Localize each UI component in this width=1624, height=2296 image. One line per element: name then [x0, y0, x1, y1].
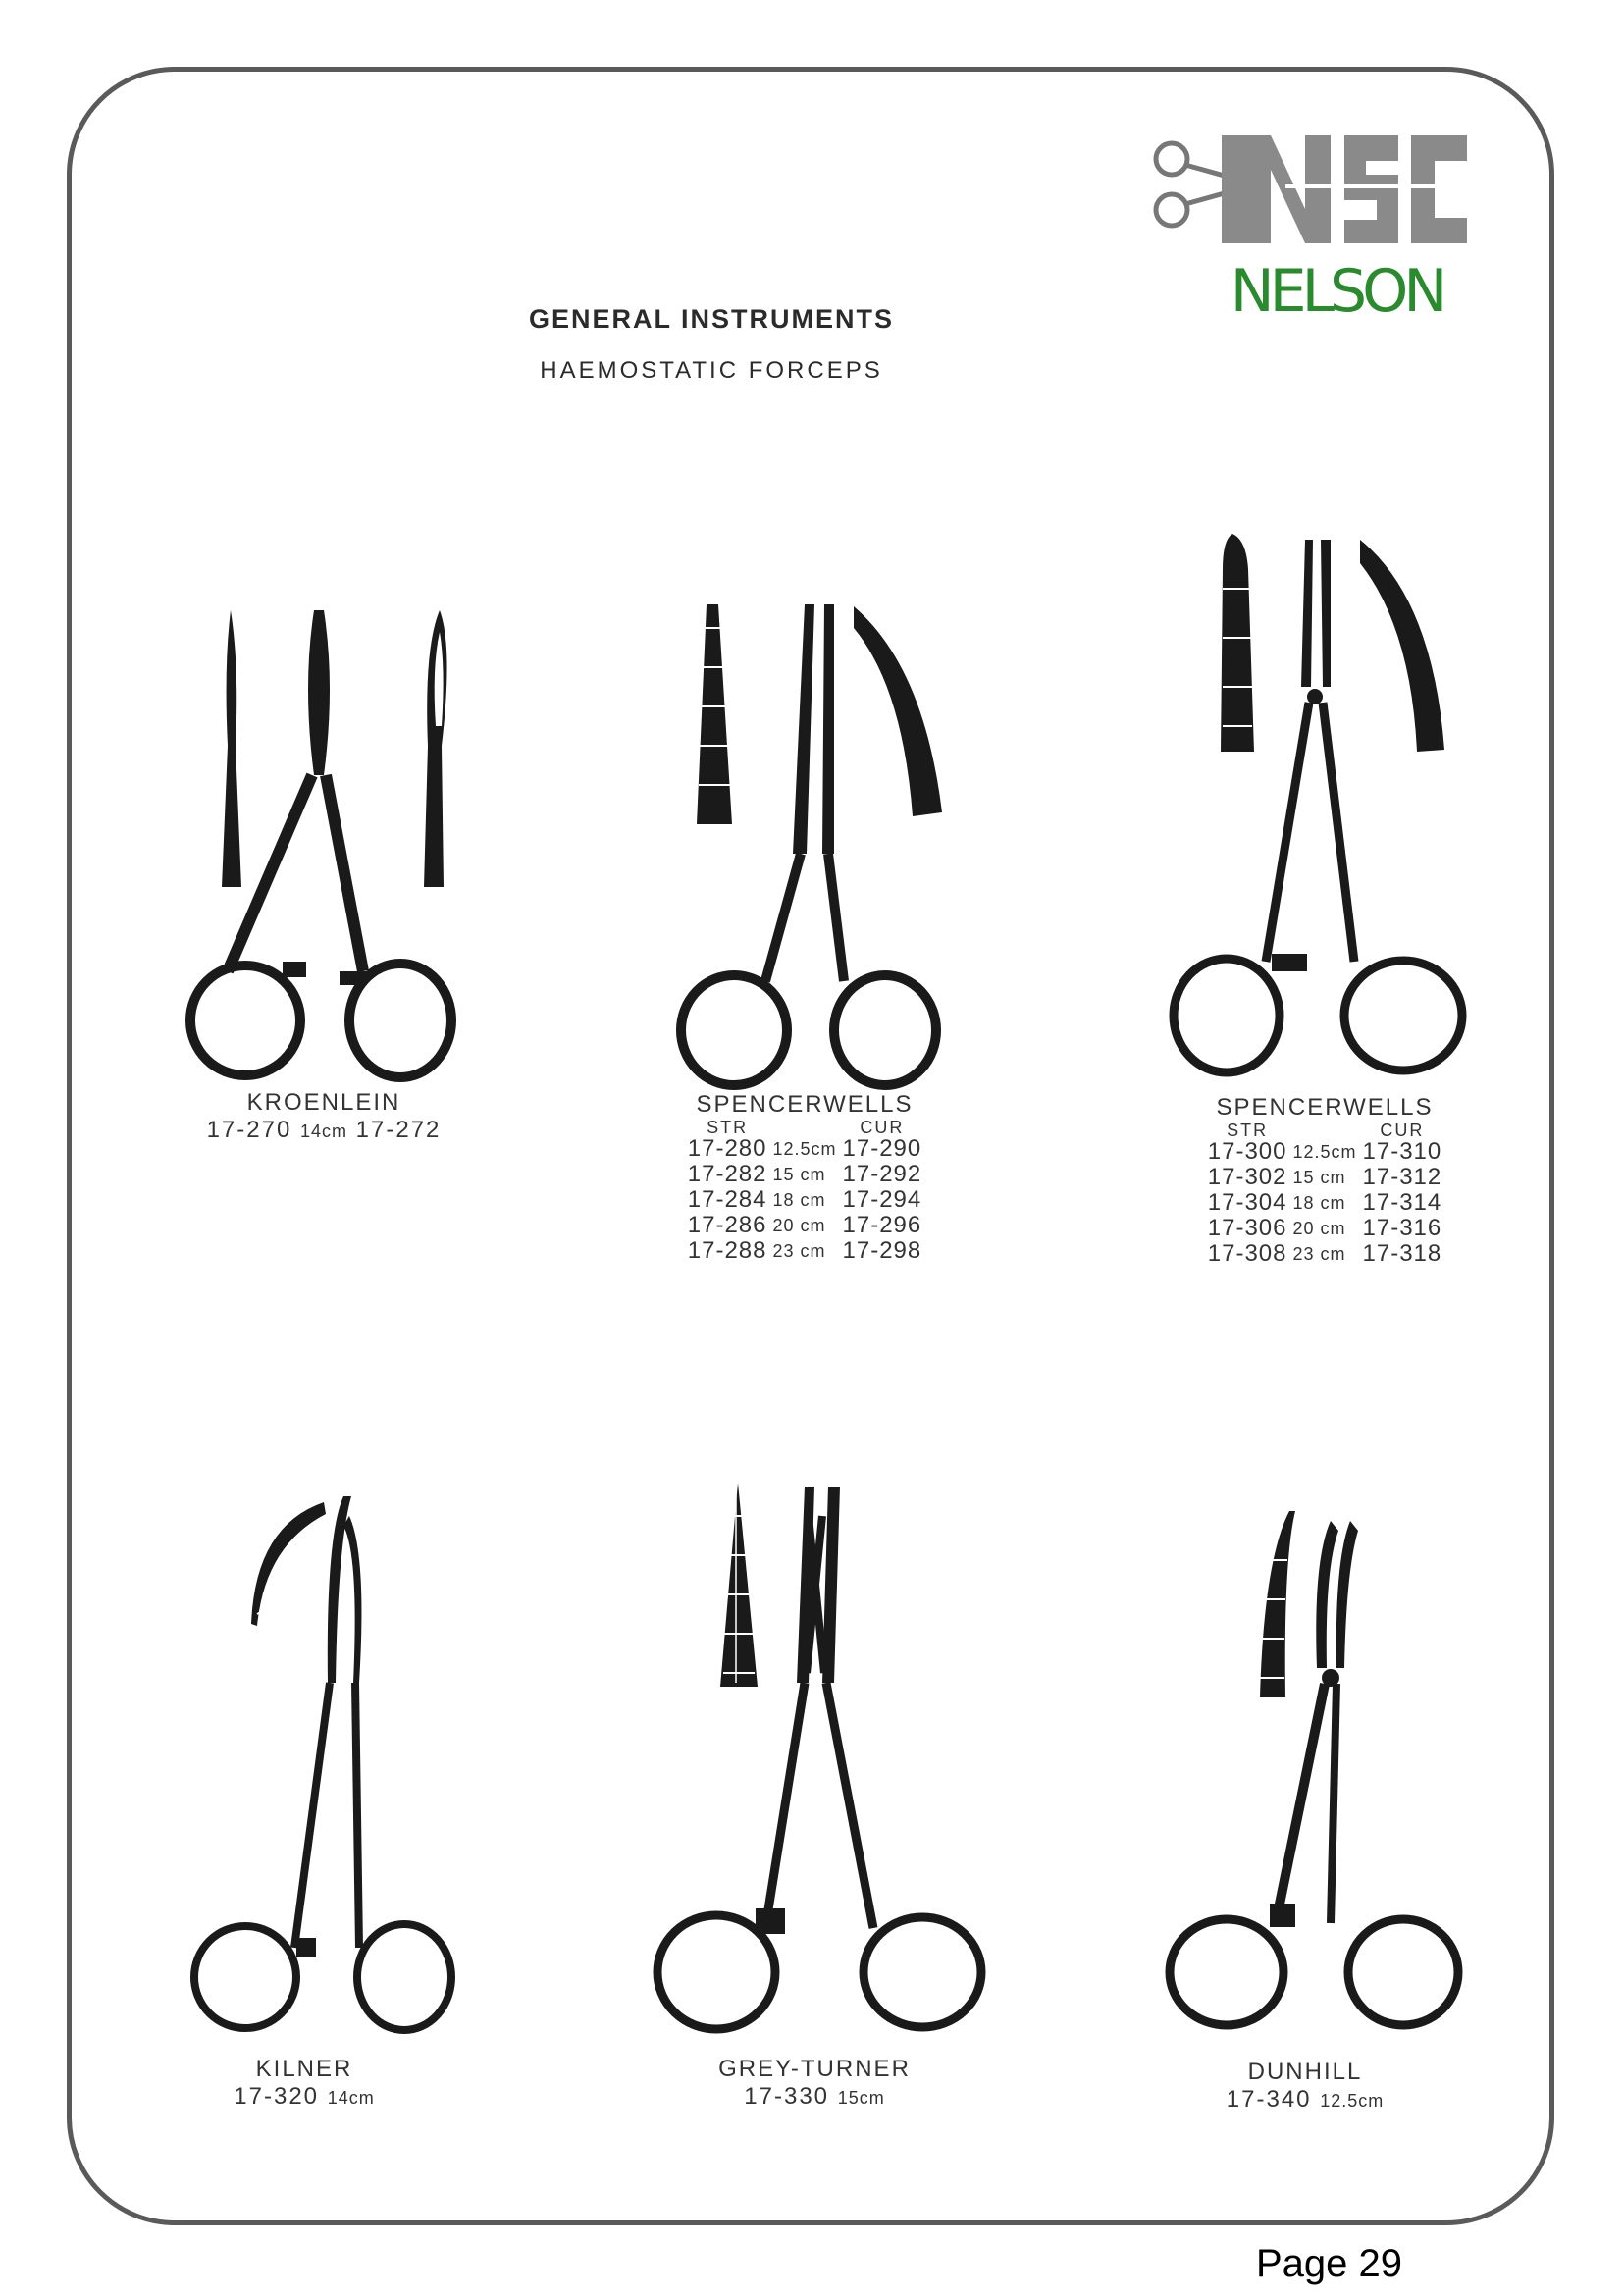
caption-spencerwells-2 [1163, 1094, 1487, 1267]
caption-spencerwells-1 [643, 1091, 967, 1264]
product-spencerwells-1 [667, 589, 962, 1099]
catalogue-number: 17-330 15cm [744, 2083, 885, 2110]
size-table: STR CUR 17-300 12.5cm 17-310 17-302 15 cm 17-312 17-304 18 cm 17-314 17-306 20 cm 17-316 17-308 23 cm 17-318 [1205, 1122, 1445, 1267]
kilner-forceps-icon [186, 1487, 461, 2046]
grey-turner-forceps-icon [648, 1477, 1001, 2046]
table-row: 17-300 12.5cm 17-310 [1207, 1138, 1442, 1165]
page-number: Page 29 [1256, 2242, 1403, 2285]
product-name: KROENLEIN [246, 1089, 401, 1116]
catalogue-numbers: 17-270 14cm 17-272 [206, 1117, 442, 1143]
table-row: 17-308 23 cm 17-318 [1207, 1240, 1442, 1267]
product-dunhill [1158, 1501, 1472, 2046]
table-row: 17-284 18 cm 17-294 [687, 1186, 922, 1213]
product-name: GREY-TURNER [718, 2056, 911, 2082]
product-name: SPENCERWELLS [1216, 1094, 1434, 1121]
table-row: 17-286 20 cm 17-296 [687, 1212, 922, 1238]
product-name: DUNHILL [1247, 2059, 1363, 2085]
product-name: KILNER [255, 2056, 353, 2082]
table-row: 17-288 23 cm 17-298 [687, 1237, 922, 1264]
table-row: 17-302 15 cm 17-312 [1207, 1164, 1442, 1190]
table-row: 17-280 12.5cm 17-290 [687, 1135, 922, 1162]
table-row: 17-282 15 cm 17-292 [687, 1161, 922, 1187]
page-heading: GENERAL INSTRUMENTS [528, 304, 895, 334]
kroenlein-forceps-icon [167, 589, 481, 1099]
size-table: STR CUR 17-280 12.5cm 17-290 17-282 15 cm 17-292 17-284 18 cm 17-294 17-286 20 cm 17-296 17-288 23 cm 17-298 [685, 1119, 925, 1264]
caption-grey-turner [687, 2056, 942, 2111]
caption-kilner [177, 2056, 432, 2111]
table-row: 17-304 18 cm 17-314 [1207, 1189, 1442, 1216]
spencerwells-forceps-icon [1158, 530, 1492, 1099]
catalogue-number: 17-320 14cm [234, 2083, 375, 2110]
product-kroenlein [167, 589, 481, 1099]
caption-kroenlein [167, 1089, 481, 1144]
product-grey-turner [648, 1477, 1001, 2046]
table-row: 17-306 20 cm 17-316 [1207, 1215, 1442, 1241]
caption-dunhill [1178, 2059, 1433, 2113]
page-subheading: HAEMOSTATIC FORCEPS [540, 357, 883, 384]
product-name: SPENCERWELLS [696, 1091, 914, 1118]
catalogue-number: 17-340 12.5cm [1226, 2086, 1385, 2113]
scissors-logo-icon [1148, 126, 1472, 263]
product-spencerwells-2 [1158, 530, 1492, 1099]
brand-name: NELSON [1230, 257, 1443, 326]
dunhill-forceps-icon [1158, 1501, 1472, 2046]
product-kilner [186, 1487, 461, 2046]
spencerwells-forceps-icon [667, 589, 962, 1099]
